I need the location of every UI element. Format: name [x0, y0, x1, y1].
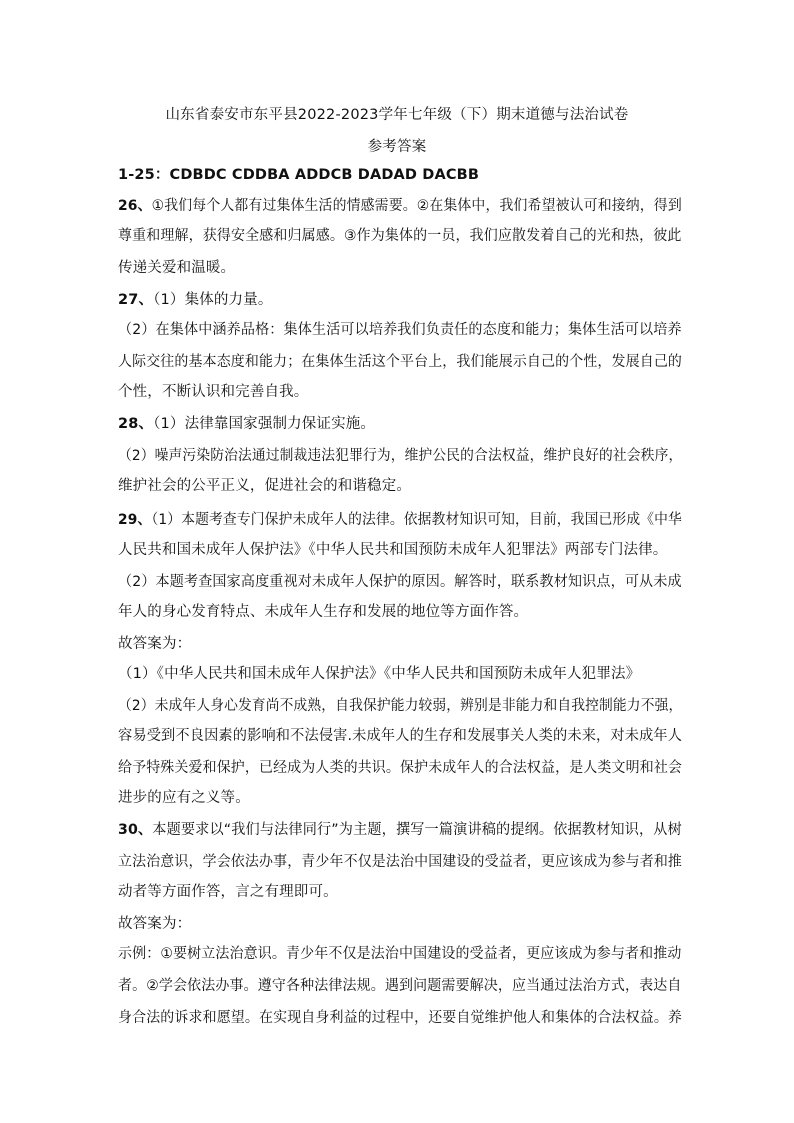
answer-line — [118, 226, 682, 246]
answer-text: 立法治意识，学会依法办事，青少年不仅是法治中国建设的受益者，更应该成为参与者和推 — [118, 854, 683, 870]
answer-text: 个性，不断认识和完善自我。 — [118, 384, 309, 400]
answer-text: （2）未成年人身心发育尚不成熟，自我保护能力较弱，辨别是非能力和自我控制能力不强， — [118, 698, 683, 714]
answer-text: （1）本题考查专门保护未成年人的法律。依据教材知识可知，目前，我国已形成《中华 — [151, 512, 682, 528]
answer-line — [118, 258, 235, 278]
answer-text: （2）噪声污染防治法通过制裁违法犯罪行为，维护公民的合法权益，维护良好的社会秩序， — [118, 448, 683, 464]
answer-line — [118, 696, 682, 716]
answer-line — [118, 852, 682, 872]
answer-text: 示例：①要树立法治意识。青少年不仅是法治中国建设的受益者，更应该成为参与者和推动 — [118, 946, 682, 962]
answer-text: （2）本题考查国家高度重视对未成年人保护的原因。解答时，联系教材知识点，可从未成 — [118, 574, 682, 590]
answer-text: ①我们每个人都有过集体生活的情感需要。②在集体中，我们希望被认可和接纳，得到 — [151, 198, 682, 214]
answer-line — [118, 944, 682, 964]
answer-line — [118, 634, 191, 654]
question-number: 29、 — [118, 512, 152, 528]
question-number: 28、 — [118, 416, 154, 432]
answer-line — [118, 976, 682, 996]
answer-text: 者。②学会依法办事。遵守各种法律法规。遇到问题需要解决，应当通过法治方式，表达自 — [118, 978, 682, 994]
answer-line — [118, 476, 411, 496]
answer-line — [118, 820, 682, 840]
answer-line — [118, 788, 250, 808]
answer-text: 动者等方面作答，言之有理即可。 — [118, 884, 338, 900]
answer-text: 传递关爱和温暖。 — [118, 260, 236, 276]
answer-text: 给予特殊关爱和保护，已经成为人类的共识。保护未成年人的合法权益，是人类文明和社会 — [118, 760, 683, 776]
answer-text: 年人的身心发育特点、未成年人生存和发展的地位等方面作答。 — [118, 604, 529, 620]
answer-line — [118, 914, 191, 934]
answer-text: CDBDC CDDBA ADDCB DADAD DACBB — [169, 167, 480, 183]
answer-line — [118, 352, 682, 372]
answer-line — [118, 758, 682, 778]
question-number: 1-25： — [118, 167, 170, 183]
answer-line — [118, 196, 682, 216]
document-subtitle: 参考答案 — [367, 139, 427, 155]
answer-line — [118, 446, 682, 466]
answer-text: （1）法律靠国家强制力保证实施。 — [153, 416, 376, 432]
answer-line — [118, 414, 375, 434]
answer-text: 故答案为： — [118, 636, 192, 652]
answer-line — [118, 290, 272, 310]
answer-line — [118, 1008, 682, 1028]
answer-text: 身合法的诉求和愿望。在实现自身利益的过程中，还要自觉维护他人和集体的合法权益。养 — [118, 1010, 683, 1026]
answer-text: 进步的应有之义等。 — [118, 790, 250, 806]
answer-text: 容易受到不良因素的影响和不法侵害.未成年人的生存和发展事关人类的未来，对未成年人 — [118, 728, 683, 744]
answer-text: 人际交往的基本态度和能力；在集体生活这个平台上，我们能展示自己的个性，发展自己的 — [118, 354, 683, 370]
answer-line — [118, 602, 528, 622]
question-number: 26、 — [118, 198, 152, 214]
answer-line — [118, 320, 682, 340]
answer-line — [118, 540, 667, 560]
answer-line — [118, 572, 682, 592]
answer-line — [118, 382, 308, 402]
answer-line — [118, 726, 682, 746]
answer-text: 本题要求以“我们与法律同行”为主题，撰写一篇演讲稿的提纲。依据教材知识，从树 — [152, 822, 682, 838]
document-title: 山东省泰安市东平县2022-2023学年七年级（下）期末道德与法治试卷 — [165, 107, 629, 123]
answer-line — [118, 664, 640, 684]
answer-text: 故答案为： — [118, 916, 192, 932]
answer-line — [118, 510, 682, 530]
question-number: 27、 — [118, 292, 154, 308]
question-number: 30、 — [118, 822, 153, 838]
answer-line — [118, 165, 479, 185]
answer-line — [118, 882, 338, 902]
answer-text: 尊重和理解，获得安全感和归属感。③作为集体的一员，我们应散发着自己的光和热，彼此 — [118, 228, 682, 244]
answer-text: 维护社会的公平正义，促进社会的和谐稳定。 — [118, 478, 411, 494]
answer-text: （2）在集体中涵养品格：集体生活可以培养我们负责任的态度和能力；集体生活可以培养 — [118, 322, 682, 338]
answer-text: 人民共和国未成年人保护法》《中华人民共和国预防未成年人犯罪法》两部专门法律。 — [118, 542, 668, 558]
answer-text: （1）《中华人民共和国未成年人保护法》《中华人民共和国预防未成年人犯罪法》 — [118, 666, 641, 682]
answer-text: （1）集体的力量。 — [153, 292, 273, 308]
